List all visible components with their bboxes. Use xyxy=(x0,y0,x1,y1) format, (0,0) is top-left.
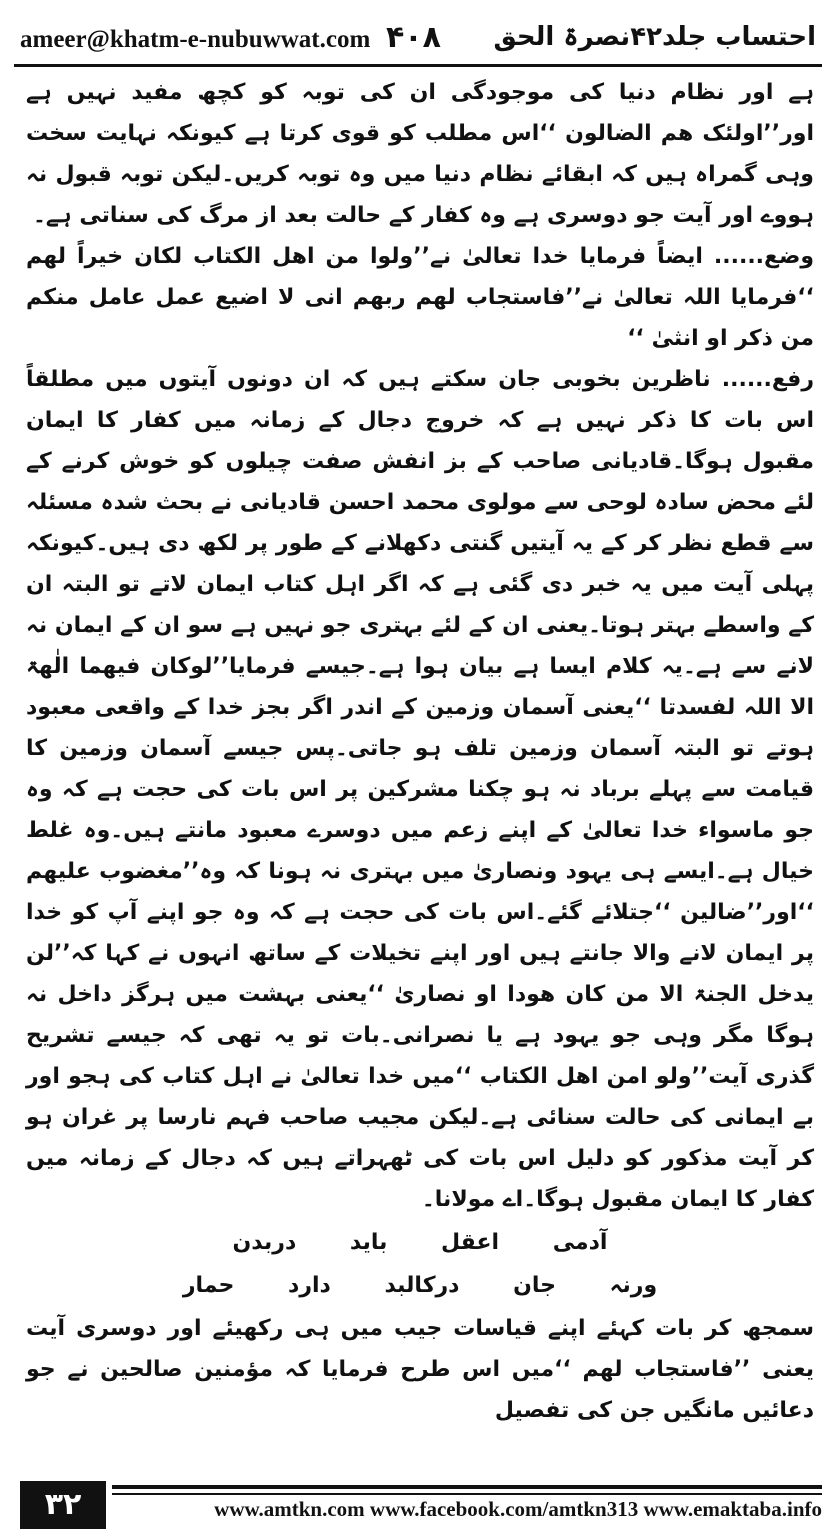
page-footer xyxy=(20,1477,822,1535)
persian-verse-line-1: آدمی اعقل باید دربدن xyxy=(232,1230,608,1255)
label-waza: وضع...... xyxy=(713,244,814,269)
paragraph-2-text: ایضاً فرمایا خدا تعالیٰ نے’’ولوا من اھل الکتاب لکان خیراً لھم ‘‘فرمایا اللہ تعالیٰ نے’’فاستجاب لھم ربھم انی لا اضیع عمل عامل منکم من ذکر او انثیٰ ‘‘ xyxy=(26,244,814,351)
footer-rule-thin xyxy=(112,1493,822,1495)
header-divider xyxy=(14,64,822,67)
header-page-number: ۴۰۸ xyxy=(386,20,441,55)
paragraph-1: ہے اور نظام دنیا کی موجودگی ان کی توبہ کو کچھ مفید نہیں ہے اور’’اولئک ھم الضالون ‘‘اس مطلب کو قوی کرتا ہے کیونکہ نہایت سخت وہی گمراہ ہیں کہ ابقائے نظام دنیا میں وہ توبہ کریں۔لیکن توبہ قبول نہ ہووے اور آیت جو دوسری ہے وہ کفار کے حالت بعد از مرگ کی سناتی ہے۔ xyxy=(26,80,814,228)
footer-page-number: ۳۲ xyxy=(20,1481,106,1529)
page-header xyxy=(14,16,822,64)
paragraph-rafa xyxy=(26,359,814,1220)
label-rafa: رفع...... xyxy=(721,367,814,392)
header-email[interactable]: ameer@khatm-e-nubuwwat.com xyxy=(20,26,371,53)
paragraph-4: سمجھ کر بات کہئے اپنے قیاسات جیب میں ہی رکھیئے اور دوسری آیت یعنی ’’فاستجاب لھم ‘‘میں اس طرح فرمایا کہ مؤمنین صالحین نے جو دعائیں مانگیں جن کی تفصیل xyxy=(26,1316,814,1423)
page-body xyxy=(26,72,814,1467)
footer-website-links[interactable]: www.amtkn.com www.facebook.com/amtkn313 www.emaktaba.info xyxy=(214,1497,822,1521)
footer-rule-thick xyxy=(112,1485,822,1489)
header-book-title: احتساب جلد۴۲نصرۃ الحق xyxy=(493,22,816,52)
paragraph-3-text: ناظرین بخوبی جان سکتے ہیں کہ ان دونوں آیتوں میں مطلقاً اس بات کا ذکر نہیں ہے کہ خروج دجال کے زمانہ میں کفار کا ایمان مقبول ہوگا۔قادیانی صاحب کے بز انفش صفت چیلوں کو خوش کرنے کے لئے محض سادہ لوحی سے مولوی محمد احسن قادیانی نے بحث شدہ مسئلہ سے قطع نظر کر کے یہ آیتیں گنتی دکھلانے کے طور پر لکھ دی ہیں۔کیونکہ پہلی آیت میں یہ خبر دی گئی ہے کہ اگر اہل کتاب ایمان لاتے تو البتہ ان کے واسطے بہتر ہوتا۔یعنی ان کے لئے بہتری جو نہیں ہے سو ان کے ایمان نہ لانے سے ہے۔یہ کلام ایسا ہے بیان ہوا ہے۔جیسے فرمایا’’لوکان فیھما الٰھۃ الا اللہ لفسدتا ‘‘یعنی آسمان وزمین کے اندر اگر بجز خدا کے واقعی معبود ہوتے تو البتہ آسمان وزمین تلف ہو جاتی۔پس جیسے آسمان وزمین کا قیامت سے پہلے برباد نہ ہو چکنا مشرکین پر اس بات کی حجت ہے کہ وہ جو ماسواء خدا تعالیٰ کے اپنے زعم میں دوسرے معبود مانتے ہیں۔وہ غلط خیال ہے۔ایسے ہی یہود ونصاریٰ میں بہتری نہ ہونا کہ وہ’’مغضوب علیھم ‘‘اور’’ضالین ‘‘جتلائے گئے۔اس بات کی حجت ہے کہ وہ جو اپنے آپ کو خدا پر ایمان لانے والا جانتے ہیں اور اپنے تخیلات کے ساتھ انہوں نے کہا کہ’’لن یدخل الجنۃ الا من کان ھودا او نصاریٰ ‘‘یعنی بہشت میں ہرگز داخل نہ ہوگا مگر وہی جو یہود ہے یا نصرانی۔بات تو یہ تھی کہ جیسے تشریح گذری آیت’’ولو امن اھل الکتاب ‘‘میں خدا تعالیٰ نے اہل کتاب کی ہجو اور بے ایمانی کی حالت سنائی ہے۔لیکن مجیب صاحب فہم نارسا پر غران ہو کر آیت مذکور کو دلیل اس بات کی ٹھہراتے ہیں کہ دجال کے زمانہ میں کفار کا ایمان مقبول ہوگا۔اے مولانا۔ xyxy=(26,367,814,1212)
paragraph-waza xyxy=(26,236,814,359)
persian-verse-line-2: ورنہ جان درکالبد دارد حمار xyxy=(182,1273,658,1298)
